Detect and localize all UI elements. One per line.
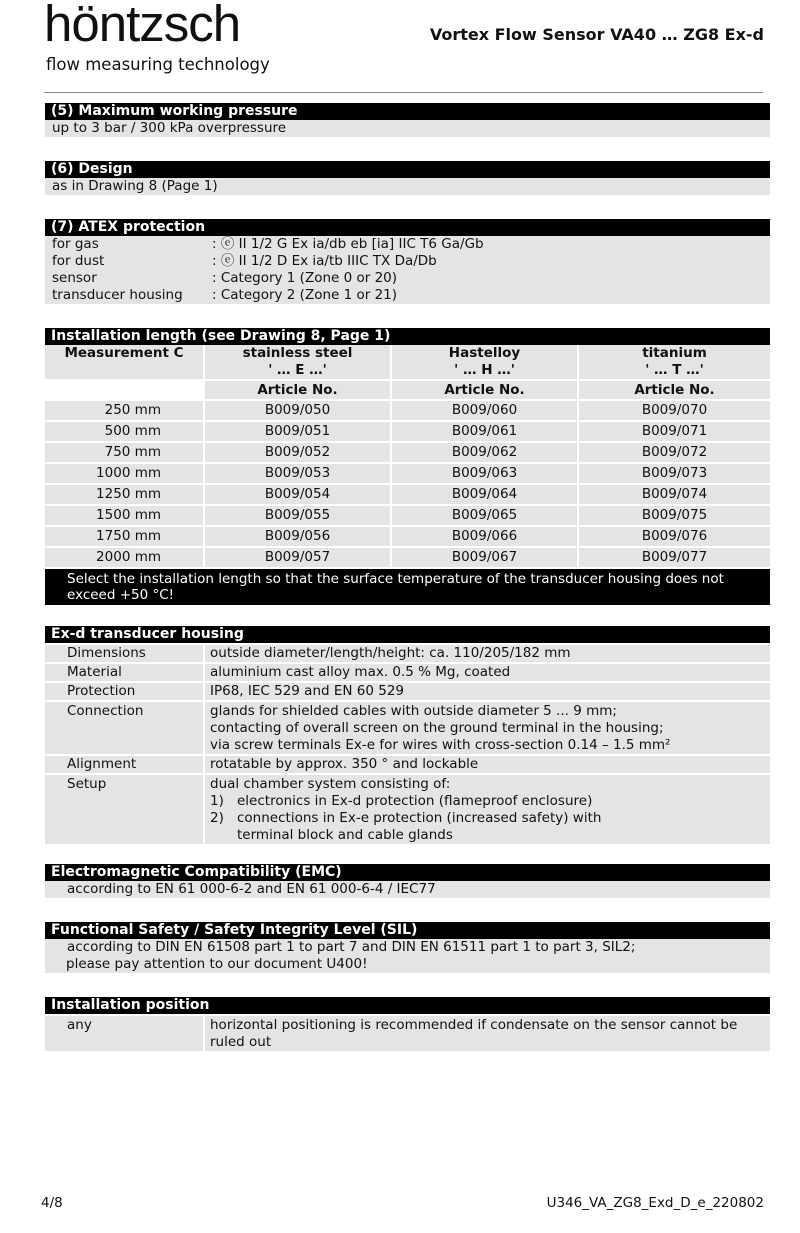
article-cell: B009/057 <box>205 548 390 567</box>
article-cell: B009/076 <box>579 527 770 546</box>
article-header: Article No. <box>205 381 390 399</box>
atex-label: for dust <box>52 253 105 269</box>
housing-table <box>45 645 770 846</box>
section-heading: Ex-d transducer housing <box>45 626 770 643</box>
atex-label: sensor <box>52 270 97 286</box>
header-divider <box>44 92 763 93</box>
installation-table <box>45 345 770 401</box>
material-name: stainless steel <box>242 345 353 361</box>
section-heading: (7) ATEX protection <box>45 219 770 236</box>
housing-label: Material <box>45 664 203 681</box>
col-header-measurement: Measurement C <box>45 345 203 379</box>
length-cell: 1250 mm <box>45 485 203 504</box>
atex-table <box>45 236 770 304</box>
list-text: electronics in Ex-d protection (flameproof enclosure) <box>237 793 593 809</box>
atex-value: : ⓔ II 1/2 G Ex ia/db eb [ia] IIC T6 Ga/Gb <box>212 236 484 252</box>
material-name: Hastelloy <box>448 345 521 361</box>
article-cell: B009/074 <box>579 485 770 504</box>
article-cell: B009/062 <box>392 443 577 462</box>
value-line: glands for shielded cables with outside diameter 5 ... 9 mm; <box>210 703 617 719</box>
length-cell: 2000 mm <box>45 548 203 567</box>
section-heading: Electromagnetic Compatibility (EMC) <box>45 864 770 881</box>
housing-value: aluminium cast alloy max. 0.5 % Mg, coated <box>205 664 770 681</box>
article-header: Article No. <box>392 381 577 399</box>
housing-value <box>205 702 770 754</box>
value-line: please pay attention to our document U400! <box>66 956 368 972</box>
list-number: 1) <box>210 793 224 809</box>
article-cell: B009/055 <box>205 506 390 525</box>
atex-value: : Category 2 (Zone 1 or 21) <box>212 287 398 303</box>
article-cell: B009/072 <box>579 443 770 462</box>
article-cell: B009/066 <box>392 527 577 546</box>
section-installation-position <box>45 997 770 1053</box>
article-cell: B009/056 <box>205 527 390 546</box>
empty-cell <box>45 381 203 399</box>
col-header-material <box>205 345 390 379</box>
installation-rows <box>45 401 770 569</box>
article-cell: B009/052 <box>205 443 390 462</box>
section-heading: Functional Safety / Safety Integrity Level (SIL) <box>45 922 770 939</box>
design-value: as in Drawing 8 (Page 1) <box>45 178 770 195</box>
value-line: horizontal positioning is recommended if condensate on the sensor cannot be <box>210 1017 738 1033</box>
section-pressure <box>45 103 770 137</box>
value-line: contacting of overall screen on the ground terminal in the housing; <box>210 720 664 736</box>
list-number: 2) <box>210 810 224 826</box>
section-housing <box>45 626 770 846</box>
material-code: ' … T …' <box>645 362 704 378</box>
company-tagline: flow measuring technology <box>46 55 270 74</box>
material-name: titanium <box>642 345 707 361</box>
length-cell: 750 mm <box>45 443 203 462</box>
section-heading: Installation position <box>45 997 770 1014</box>
length-cell: 1750 mm <box>45 527 203 546</box>
article-cell: B009/070 <box>579 401 770 420</box>
note-line: exceed +50 °C! <box>67 587 175 603</box>
housing-value: rotatable by approx. 350 ° and lockable <box>205 756 770 773</box>
col-header-material <box>392 345 577 379</box>
value-line: according to DIN EN 61508 part 1 to part 7 and DIN EN 61511 part 1 to part 3, SIL2; <box>67 939 636 955</box>
section-emc <box>45 864 770 898</box>
emc-value: according to EN 61 000-6-2 and EN 61 000-6-4 / IEC77 <box>45 881 770 898</box>
note-line: Select the installation length so that the surface temperature of the transducer housing does not <box>67 571 724 587</box>
article-cell: B009/065 <box>392 506 577 525</box>
atex-label: for gas <box>52 236 99 252</box>
housing-value: IP68, IEC 529 and EN 60 529 <box>205 683 770 700</box>
article-cell: B009/073 <box>579 464 770 483</box>
section-design <box>45 161 770 195</box>
article-cell: B009/054 <box>205 485 390 504</box>
housing-label: Setup <box>45 775 203 844</box>
value-line: terminal block and cable glands <box>237 827 453 843</box>
section-heading: (5) Maximum working pressure <box>45 103 770 120</box>
list-text: connections in Ex-e protection (increased safety) with <box>237 810 602 826</box>
housing-value: outside diameter/length/height: ca. 110/205/182 mm <box>205 645 770 662</box>
housing-label: Dimensions <box>45 645 203 662</box>
value-line: via screw terminals Ex-e for wires with cross-section 0.14 – 1.5 mm² <box>210 737 671 753</box>
value-line <box>210 793 770 810</box>
installation-note <box>45 569 770 605</box>
pressure-value: up to 3 bar / 300 kPa overpressure <box>45 120 770 137</box>
section-heading: Installation length (see Drawing 8, Page 1) <box>45 328 770 345</box>
housing-value <box>205 775 770 844</box>
article-cell: B009/075 <box>579 506 770 525</box>
length-cell: 1000 mm <box>45 464 203 483</box>
position-table <box>45 1016 770 1053</box>
article-cell: B009/077 <box>579 548 770 567</box>
length-cell: 1500 mm <box>45 506 203 525</box>
value-line: ruled out <box>210 1034 272 1050</box>
housing-label: Connection <box>45 702 203 754</box>
section-installation-length <box>45 328 770 605</box>
article-cell: B009/063 <box>392 464 577 483</box>
document-id: U346_VA_ZG8_Exd_D_e_220802 <box>546 1195 764 1211</box>
length-cell: 250 mm <box>45 401 203 420</box>
company-logo: höntzsch <box>44 0 241 52</box>
article-cell: B009/051 <box>205 422 390 441</box>
document-title: Vortex Flow Sensor VA40 … ZG8 Ex-d <box>429 25 764 44</box>
article-header: Article No. <box>579 381 770 399</box>
length-cell: 500 mm <box>45 422 203 441</box>
housing-label: Protection <box>45 683 203 700</box>
section-sil <box>45 922 770 973</box>
housing-label: Alignment <box>45 756 203 773</box>
article-cell: B009/071 <box>579 422 770 441</box>
article-cell: B009/067 <box>392 548 577 567</box>
article-cell: B009/064 <box>392 485 577 504</box>
atex-value: : ⓔ II 1/2 D Ex ia/tb IIIC TX Da/Db <box>212 253 437 269</box>
article-cell: B009/050 <box>205 401 390 420</box>
page-number: 4/8 <box>41 1195 63 1211</box>
position-label: any <box>45 1016 203 1051</box>
value-line <box>210 810 770 827</box>
col-header-material <box>579 345 770 379</box>
value-line: dual chamber system consisting of: <box>210 776 451 792</box>
position-value <box>205 1016 770 1051</box>
article-cell: B009/053 <box>205 464 390 483</box>
material-code: ' … E …' <box>268 362 327 378</box>
atex-label: transducer housing <box>52 287 183 303</box>
article-cell: B009/060 <box>392 401 577 420</box>
atex-value: : Category 1 (Zone 0 or 20) <box>212 270 398 286</box>
material-code: ' … H …' <box>454 362 515 378</box>
article-cell: B009/061 <box>392 422 577 441</box>
section-heading: (6) Design <box>45 161 770 178</box>
section-atex <box>45 219 770 304</box>
sil-value <box>45 939 770 973</box>
